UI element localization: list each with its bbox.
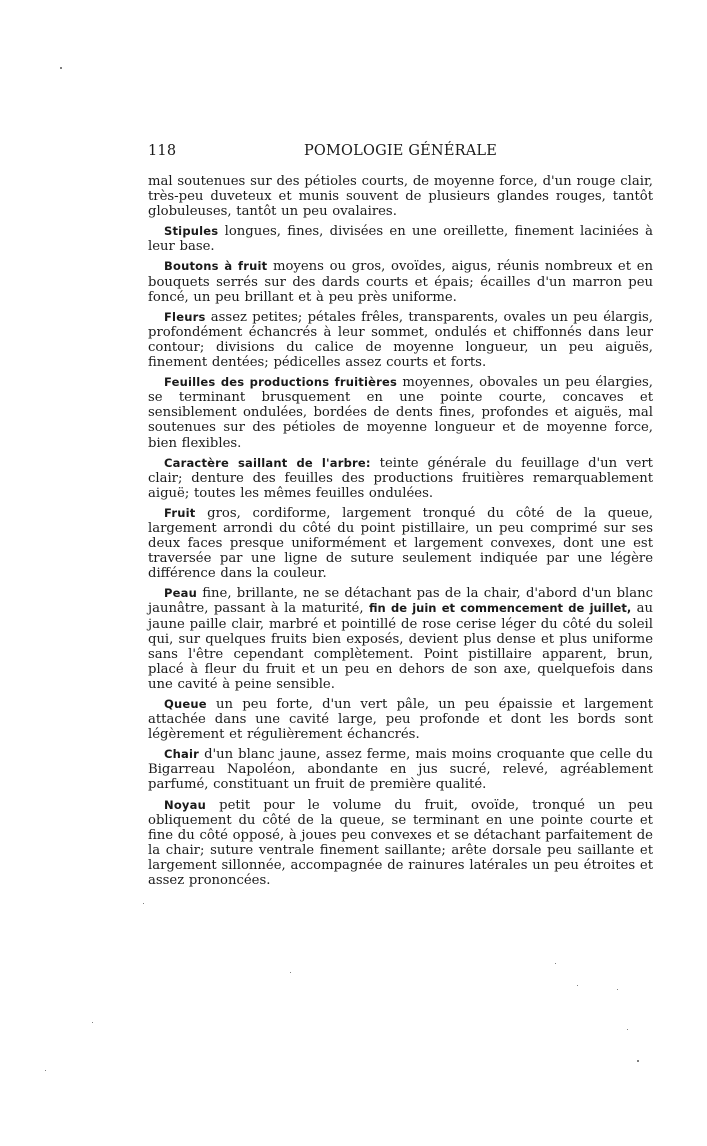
paragraph-text: moyennes, obovales un peu élargies, se terminant brusquement en une pointe courte, concaves et sensiblement ondulées, bordées de dents fines, profondes et aiguës, mal soutenues sur des pétioles de moyenne longueur et de moyenne force, bien flexibles. [148,375,653,451]
running-head [148,143,653,163]
paragraph-text: teinte générale du feuillage d'un vert clair; denture des feuilles des productions fruitières remarquablement aiguë; toutes les mêmes feuilles ondulées. [148,455,653,501]
paragraph-term: Fleurs [164,309,206,324]
scan-speck [290,972,291,973]
paragraph-term: Noyau [164,797,206,812]
paragraph-caractere [148,456,653,501]
paragraph-text: mal soutenues sur des pétioles courts, de moyenne force, d'un rouge clair, très-peu duveteux et munis souvent de plusieurs glandes rouges, tantôt globuleuses, tantôt un peu ovalaires. [148,174,653,220]
paragraph-continuation [148,174,653,219]
scan-speck [143,903,144,904]
scan-speck [555,963,556,964]
book-page [148,143,653,893]
paragraph-chair [148,747,653,792]
paragraph-term: Caractère saillant de l'arbre: [164,455,371,470]
ripening-period-emphasis: fin de juin et commencement de juillet, [369,601,632,616]
paragraph-term: Stipules [164,224,219,239]
scan-speck [637,1060,639,1062]
paragraph-term: Boutons à fruit [164,259,268,274]
paragraph-text: fine, brillante, ne se détachant pas de la chair, d'abord d'un blanc jaunâtre, passant à la maturité, [148,586,653,617]
paragraph-noyau [148,798,653,889]
paragraph-text: au jaune paille clair, marbré et pointillé de rose cerise léger du côté du soleil qui, sur quelques fruits bien exposés, devient plus dense et plus uniforme sans l'être cependant complètement. Point pistillaire apparent, brun, placé à fleur du fruit et un peu en dehors de son axe, quelquefois dans une cavité à peine sensible. [148,601,653,692]
paragraph-fleurs [148,310,653,370]
paragraph-text: gros, cordiforme, largement tronqué du côté de la queue, largement arrondi du côté du point pistillaire, un peu comprimé sur ses deux faces presque uniformément et largement convexes, dont une est traversée par une ligne de suture seulement indiquée par une légère différence dans la couleur. [148,505,653,582]
paragraph-term: Peau [164,586,197,601]
scan-speck [92,1022,93,1023]
paragraph-boutons [148,259,653,304]
paragraph-feuilles [148,375,653,450]
scan-speck [627,1029,628,1030]
paragraph-peau [148,586,653,692]
paragraph-term: Feuilles des productions fruitières [164,375,397,390]
paragraph-fruit [148,506,653,581]
scan-speck [617,989,618,990]
paragraph-term: Fruit [164,505,196,520]
paragraph-term: Queue [164,697,207,711]
paragraph-text: longues, fines, divisées en une oreillette, finement laciniées à leur base. [148,224,653,255]
paragraph-text: d'un blanc jaune, assez ferme, mais moins croquante que celle du Bigarreau Napoléon, abondante en jus sucré, relevé, agréablement parfumé, constituant un fruit de première qualité. [148,747,653,793]
paragraph-text: petit pour le volume du fruit, ovoïde, tronqué un peu obliquement du côté de la queue, se terminant en une pointe courte et fine du côté opposé, à joues peu convexes et se détachant parfaitement de la chair; suture ventrale finement saillante; arête dorsale peu saillante et largement sillonnée, accompagnée de rainures latérales un peu étroites et assez prononcées. [148,797,653,889]
paragraph-text: moyens ou gros, ovoïdes, aigus, réunis nombreux et en bouquets serrés sur des dards courts et épais; écailles d'un marron peu foncé, un peu brillant et à peu près uniforme. [148,259,653,305]
scan-speck [45,1070,46,1071]
paragraph-stipules [148,224,653,254]
body-text [148,174,653,888]
scan-speck [577,985,578,986]
running-title: POMOLOGIE GÉNÉRALE [303,143,498,159]
paragraph-text: un peu forte, d'un vert pâle, un peu épaissie et largement attachée dans une cavité large, peu profonde et dont les bords sont légèrement et régulièrement échancrés. [148,697,653,743]
page-number: 118 [148,143,177,159]
paragraph-term: Chair [164,747,200,762]
paragraph-queue [148,697,653,742]
paragraph-text: assez petites; pétales frêles, transparents, ovales un peu élargis, profondément échancrés à leur sommet, ondulés et chiffonnés dans leur contour; divisions du calice de moyenne longueur, un peu aiguës, finement dentées; pédicelles assez courts et forts. [148,309,653,371]
scan-speck [60,67,62,69]
